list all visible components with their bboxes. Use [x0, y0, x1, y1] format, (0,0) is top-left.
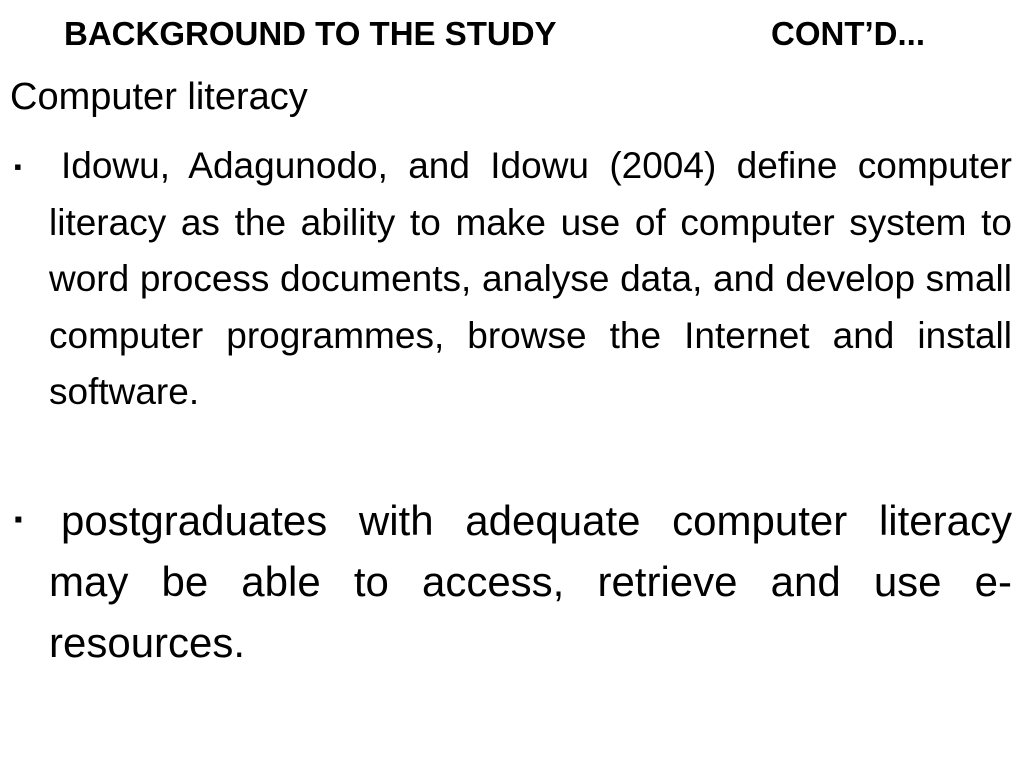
slide-title-continued: CONT’D... [771, 15, 925, 52]
bullet-text: postgraduates with adequate computer literacy may be able to access, retrieve and use e-resources. [49, 497, 1012, 666]
section-subheading: Computer literacy [10, 76, 308, 118]
slide-title-text: BACKGROUND TO THE STUDY [64, 15, 557, 52]
square-bullet-icon: ▪ [14, 154, 22, 179]
square-bullet-icon: ▪ [14, 506, 23, 533]
bullet-text: Idowu, Adagunodo, and Idowu (2004) define computer literacy as the ability to make use of computer system to word process documents, analyse data, and develop small computer programmes, browse the Internet and install software. [49, 145, 1012, 412]
slide-title [0, 12, 1024, 56]
